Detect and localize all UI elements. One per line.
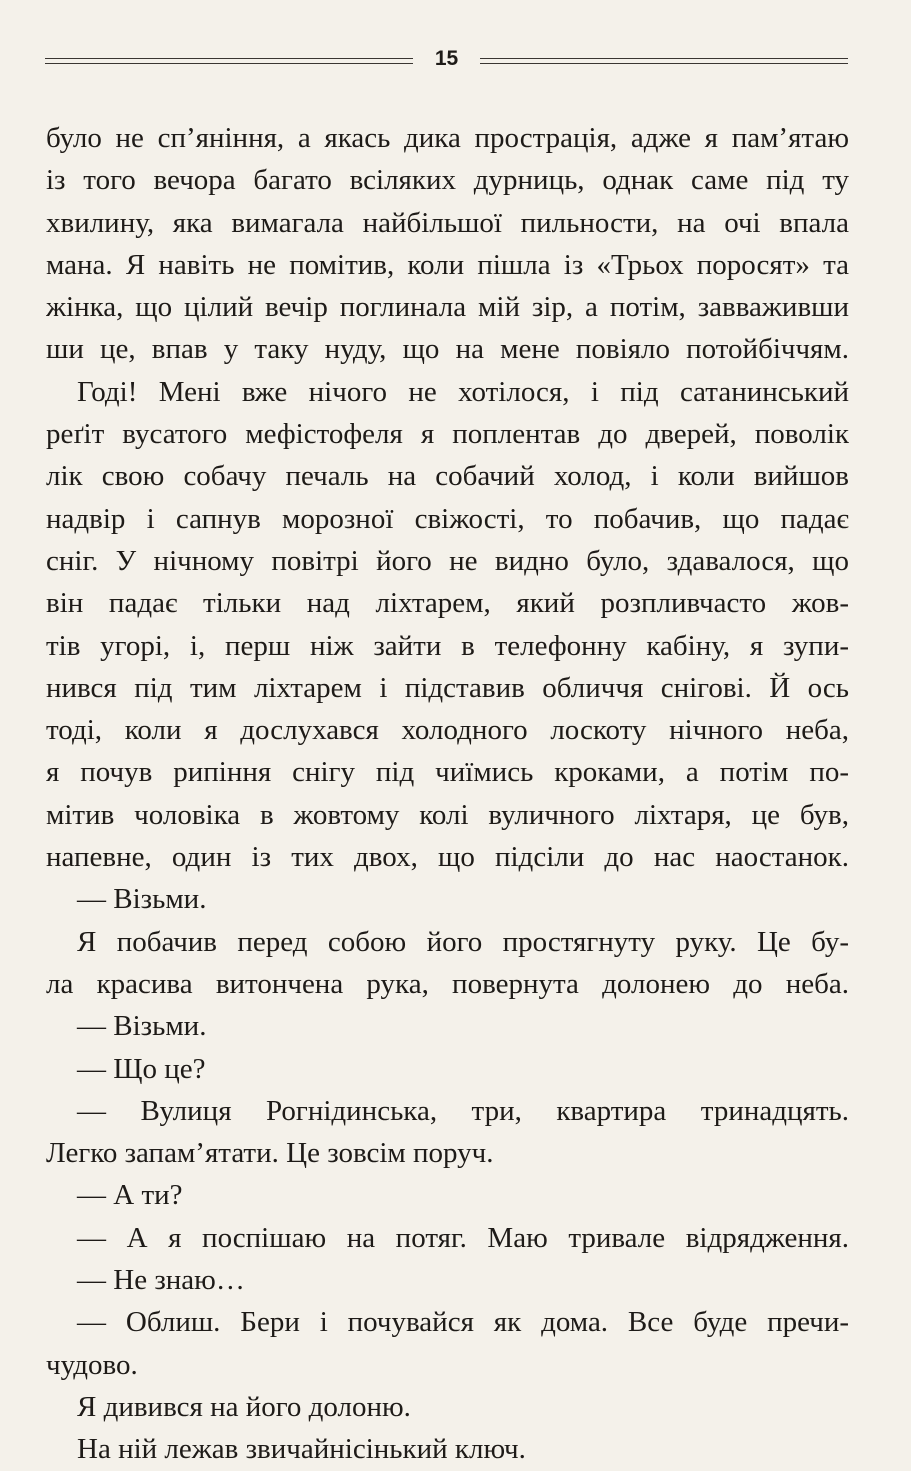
text-line: надвір і сапнув морозної свіжості, то побачив, що падає <box>46 502 849 535</box>
text-line: із того вечора багато всіляких дурниць, однак саме під ту <box>46 164 849 197</box>
text-line: — Вулиця Рогнідинська, три, квартира тринадцять. <box>77 1094 849 1127</box>
header-rule-left <box>45 58 413 64</box>
text-line: тів угорі, і, перш ніж зайти в телефонну кабіну, я зупи- <box>46 629 849 662</box>
text-line: сніг. У нічному повітрі його не видно було, здавалося, що <box>46 544 849 577</box>
text-line: Легко запам’ятати. Це зовсім поруч. <box>46 1137 494 1170</box>
text-line: — Облиш. Бери і почувайся як дома. Все буде пречи- <box>77 1306 849 1339</box>
text-line: я почув рипіння снігу під чиїмись кроками, а потім по- <box>46 756 849 789</box>
text-line: лік свою собачу печаль на собачий холод, і коли вийшов <box>46 460 849 493</box>
text-line: жінка, що цілий вечір поглинала мій зір, а потім, завваживши <box>46 291 849 324</box>
text-line: тоді, коли я дослухався холодного лоскоту нічного неба, <box>46 714 849 747</box>
text-line: Я побачив перед собою його простягнуту руку. Це бу- <box>77 925 849 958</box>
text-line: ла красива витончена рука, повернута долонею до неба. <box>46 967 849 1000</box>
text-line: Я дивився на його долоню. <box>77 1390 411 1423</box>
text-line: — А ти? <box>77 1179 183 1212</box>
text-line: хвилину, яка вимагала найбільшої пильности, на очі впала <box>46 206 849 239</box>
text-line: — А я поспішаю на потяг. Маю тривале відрядження. <box>77 1221 849 1254</box>
header-rule-right <box>480 58 848 64</box>
body-text <box>46 117 849 1471</box>
text-line: — Візьми. <box>77 883 207 916</box>
page-header <box>45 44 848 74</box>
page-number: 15 <box>434 47 459 70</box>
text-line: чудово. <box>46 1348 138 1381</box>
text-line: На ній лежав звичайнісінький ключ. <box>77 1433 526 1466</box>
text-line: Годі! Мені вже нічого не хотілося, і під сатанинський <box>77 375 849 408</box>
text-line: ши це, впав у таку нуду, що на мене повіяло потойбіччям. <box>46 333 849 366</box>
text-line: мітив чоловіка в жовтому колі вуличного ліхтаря, це був, <box>46 798 849 831</box>
text-line: він падає тільки над ліхтарем, який розпливчасто жов- <box>46 587 849 620</box>
text-line: — Візьми. <box>77 1010 207 1043</box>
text-line: — Що це? <box>77 1052 206 1085</box>
text-line: мана. Я навіть не помітив, коли пішла із «Трьох поросят» та <box>46 248 849 281</box>
text-line: було не сп’яніння, а якась дика прострація, адже я пам’ятаю <box>46 122 849 154</box>
text-line: реґіт вусатого мефістофеля я поплентав до дверей, поволік <box>46 418 849 451</box>
text-line: напевне, один із тих двох, що підсіли до нас наостанок. <box>46 841 849 874</box>
text-line: — Не знаю… <box>77 1264 245 1297</box>
text-line: нився під тим ліхтарем і підставив обличчя сніговi. Й ось <box>46 671 849 704</box>
